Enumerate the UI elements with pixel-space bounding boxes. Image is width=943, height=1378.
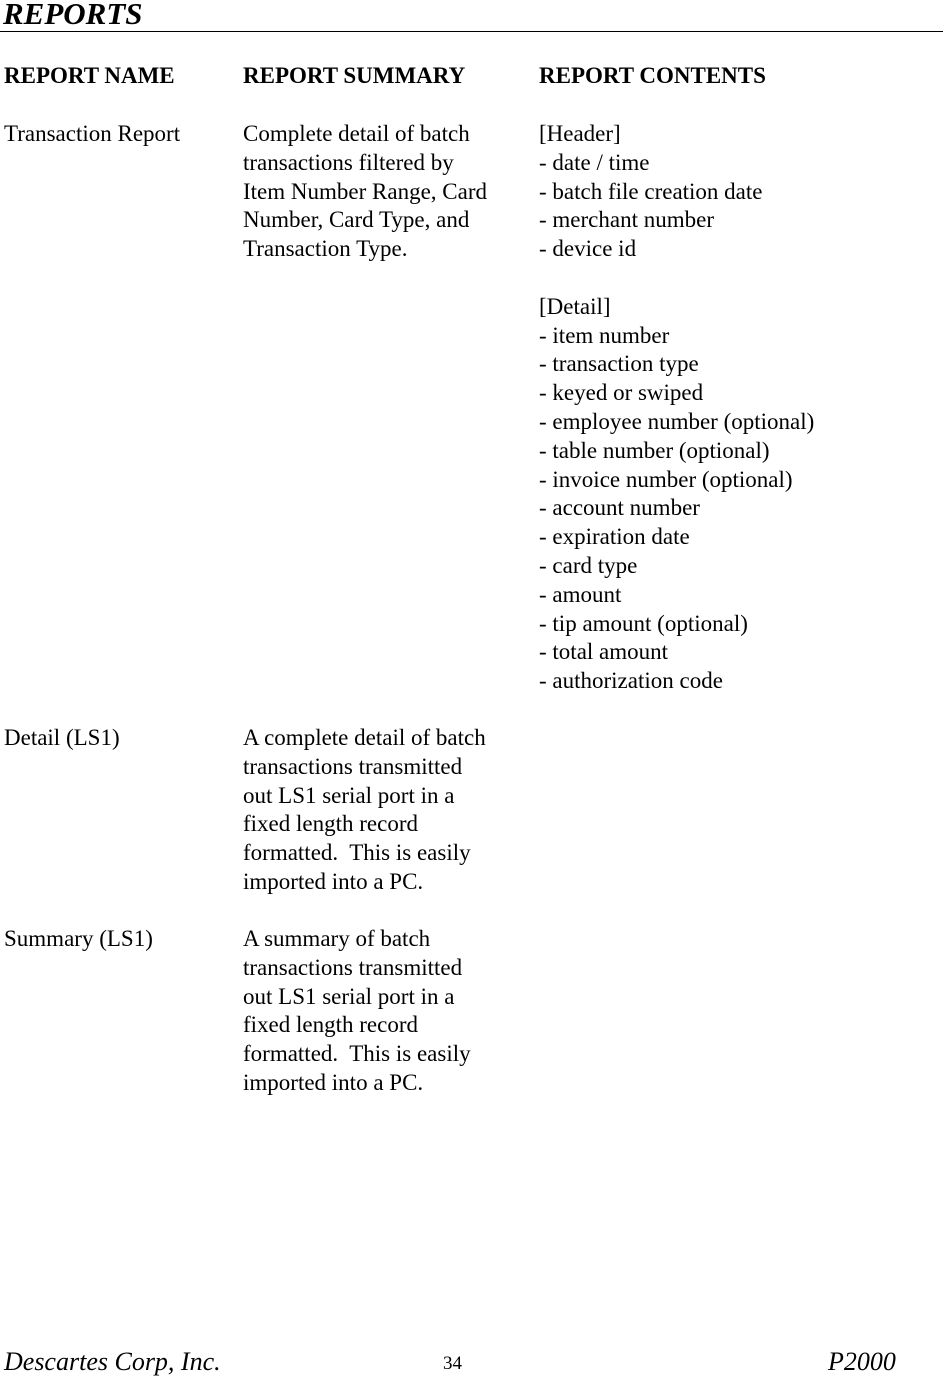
contents-item: - device id: [539, 236, 637, 262]
spacer: [539, 264, 814, 293]
summary-line: imported into a PC.: [243, 1069, 424, 1095]
footer-product: P2000: [828, 1347, 896, 1376]
contents-header-label: [Header]: [539, 121, 621, 146]
summary-line: transactions transmitted: [243, 753, 463, 779]
page-title: REPORTS: [3, 0, 143, 31]
contents-item: - account number: [539, 495, 700, 521]
contents-item: - keyed or swiped: [539, 380, 704, 406]
contents-item: - invoice number (optional): [539, 466, 793, 492]
contents-item: - transaction type: [539, 351, 699, 377]
contents-detail-label: [Detail]: [539, 293, 611, 319]
summary-line: transactions filtered by: [243, 149, 454, 175]
contents-item: - item number: [539, 322, 670, 348]
report-summary: [243, 925, 518, 1098]
summary-line: fixed length record: [243, 1012, 418, 1038]
header-report-contents: REPORT CONTENTS: [539, 63, 766, 88]
contents-item: - tip amount (optional): [539, 610, 748, 636]
summary-line: Number, Card Type, and: [243, 207, 470, 233]
summary-line: Item Number Range, Card: [243, 178, 487, 204]
contents-item: - employee number (optional): [539, 408, 815, 434]
report-name: Detail (LS1): [4, 725, 120, 750]
report-summary: [243, 724, 518, 897]
contents-item: - amount: [539, 581, 622, 607]
contents-item: - total amount: [539, 639, 669, 665]
report-contents: [539, 120, 814, 696]
header-report-name: REPORT NAME: [4, 63, 175, 88]
summary-line: formatted. This is easily: [243, 840, 471, 866]
contents-item: - date / time: [539, 149, 650, 175]
contents-item: - batch file creation date: [539, 178, 763, 204]
footer-company: Descartes Corp, Inc.: [4, 1347, 221, 1376]
report-name: Transaction Report: [4, 121, 181, 146]
contents-item: - expiration date: [539, 524, 690, 550]
summary-line: fixed length record: [243, 811, 418, 837]
contents-item: - authorization code: [539, 668, 723, 694]
summary-line: Transaction Type.: [243, 236, 408, 262]
summary-line: formatted. This is easily: [243, 1041, 471, 1067]
report-summary: [243, 120, 518, 264]
title-divider: [0, 31, 943, 32]
contents-item: - table number (optional): [539, 437, 770, 463]
summary-line: out LS1 serial port in a: [243, 782, 455, 808]
summary-line: imported into a PC.: [243, 868, 424, 894]
summary-line: out LS1 serial port in a: [243, 983, 455, 1009]
summary-line: Complete detail of batch: [243, 121, 470, 146]
footer-page-number: 34: [443, 1353, 462, 1374]
contents-item: - card type: [539, 552, 638, 578]
header-report-summary: REPORT SUMMARY: [243, 63, 466, 88]
contents-item: - merchant number: [539, 207, 714, 233]
summary-line: A complete detail of batch: [243, 725, 486, 750]
summary-line: A summary of batch: [243, 926, 431, 951]
report-name: Summary (LS1): [4, 926, 153, 951]
summary-line: transactions transmitted: [243, 954, 463, 980]
